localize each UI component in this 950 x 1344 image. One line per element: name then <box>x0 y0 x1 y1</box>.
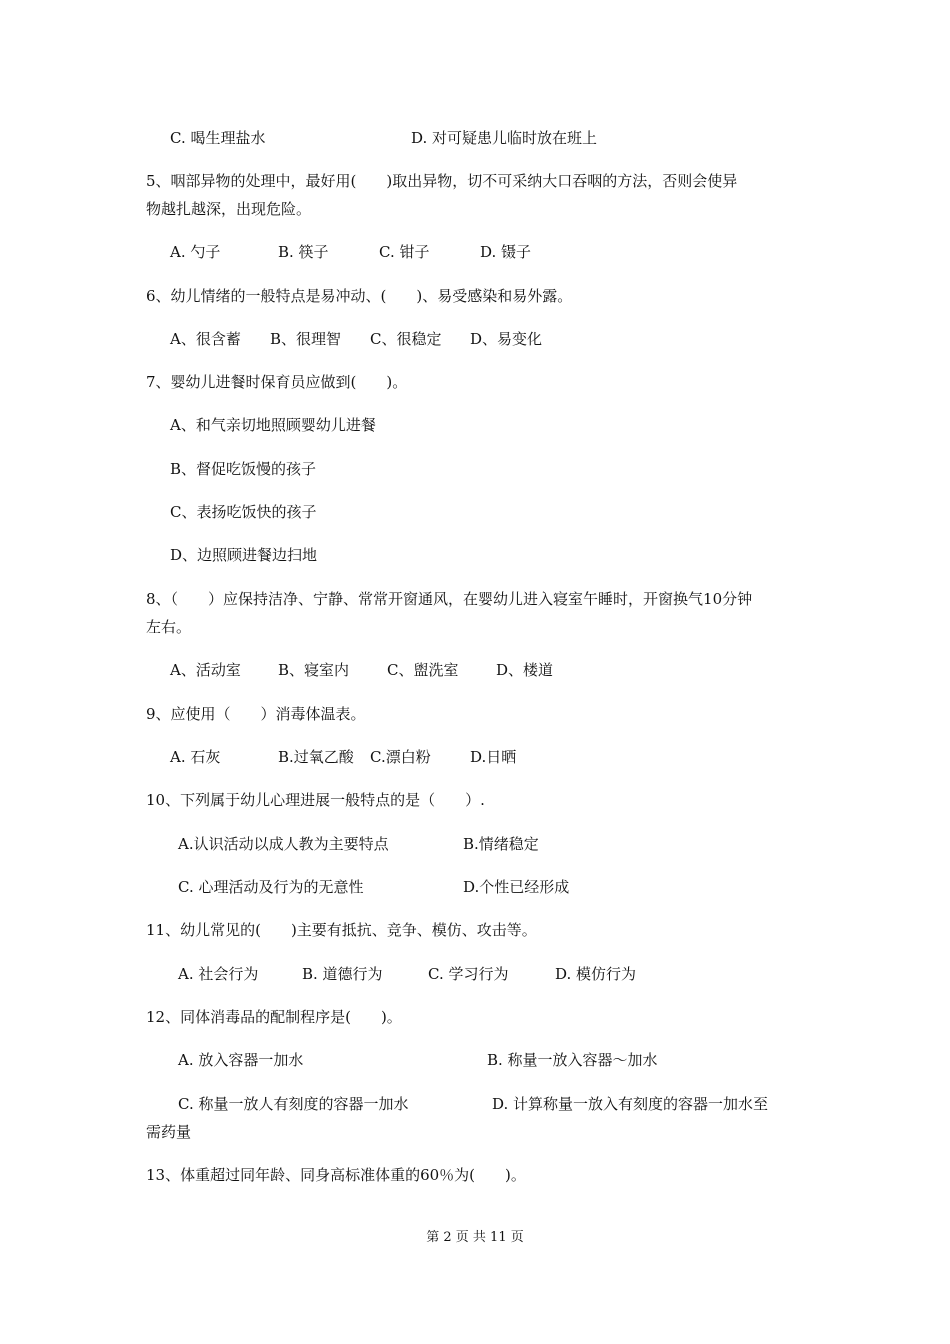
q6-stem: 6、幼儿情绪的一般特点是易冲动、( )、易受感染和易外露。 <box>146 287 573 305</box>
q9-option-a: A. 石灰 <box>170 748 221 766</box>
q8-stem-line1: 8、（ ）应保持洁净、宁静、常常开窗通风，在婴幼儿进入寝室午睡时，开窗换气10分钟 <box>146 590 753 608</box>
q5-stem-line2: 物越扎越深，出现危险。 <box>146 200 312 218</box>
q5-option-b: B. 筷子 <box>278 243 329 261</box>
q8-option-a: A、活动室 <box>170 661 241 679</box>
q10-option-c: C. 心理活动及行为的无意性 <box>178 878 364 896</box>
q7-option-b: B、督促吃饭慢的孩子 <box>170 460 317 478</box>
q6-option-a: A、很含蓄 <box>170 330 241 348</box>
q5-stem-line1: 5、咽部异物的处理中，最好用( )取出异物，切不可采纳大口吞咽的方法，否则会使异 <box>146 172 738 190</box>
q12-option-c: C. 称量一放人有刻度的容器一加水 <box>178 1095 409 1113</box>
q9-option-d: D.日晒 <box>470 748 517 766</box>
q8-stem-line2: 左右。 <box>146 618 192 636</box>
q11-option-c: C. 学习行为 <box>428 965 509 983</box>
q12-option-d-continued: 需药量 <box>146 1123 192 1141</box>
q5-option-a: A. 勺子 <box>170 243 221 261</box>
q10-option-d: D.个性已经形成 <box>463 878 570 896</box>
q7-stem: 7、婴幼儿进餐时保育员应做到( )。 <box>146 373 408 391</box>
q11-option-d: D. 模仿行为 <box>555 965 637 983</box>
q11-option-b: B. 道德行为 <box>302 965 383 983</box>
q11-stem: 11、幼儿常见的( )主要有抵抗、竞争、模仿、攻击等。 <box>146 921 537 939</box>
q4-option-c: C. 喝生理盐水 <box>170 129 266 147</box>
q6-option-b: B、很理智 <box>270 330 342 348</box>
q12-option-a: A. 放入容器一加水 <box>178 1051 304 1069</box>
q12-stem: 12、同体消毒品的配制程序是( )。 <box>146 1008 402 1026</box>
q5-option-c: C. 钳子 <box>379 243 430 261</box>
page-footer: 第 2 页 共 11 页 <box>426 1230 524 1245</box>
q5-option-d: D. 镊子 <box>480 243 532 261</box>
q12-option-d: D. 计算称量一放入有刻度的容器一加水至 <box>492 1095 769 1113</box>
q4-option-d: D. 对可疑患儿临时放在班上 <box>411 129 598 147</box>
q10-option-b: B.情绪稳定 <box>463 835 539 853</box>
q9-option-b: B.过氧乙酸 <box>278 748 354 766</box>
q9-option-c: C.漂白粉 <box>370 748 431 766</box>
q8-option-b: B、寝室内 <box>278 661 350 679</box>
q10-stem: 10、下列属于幼儿心理进展一般特点的是（ ）. <box>146 791 485 809</box>
q6-option-d: D、易变化 <box>470 330 543 348</box>
q6-option-c: C、很稳定 <box>370 330 442 348</box>
q8-option-c: C、盥洗室 <box>387 661 459 679</box>
q10-option-a: A.认识活动以成人教为主要特点 <box>178 835 389 853</box>
q7-option-a: A、和气亲切地照顾婴幼儿进餐 <box>170 416 376 434</box>
q7-option-d: D、边照顾进餐边扫地 <box>170 546 318 564</box>
q7-option-c: C、表扬吃饭快的孩子 <box>170 503 317 521</box>
q11-option-a: A. 社会行为 <box>178 965 259 983</box>
q9-stem: 9、应使用（ ）消毒体温表。 <box>146 705 366 723</box>
q8-option-d: D、楼道 <box>496 661 554 679</box>
q13-stem: 13、体重超过同年龄、同身高标准体重的60％为( )。 <box>146 1166 526 1184</box>
q12-option-b: B. 称量一放入容器～加水 <box>487 1051 658 1069</box>
